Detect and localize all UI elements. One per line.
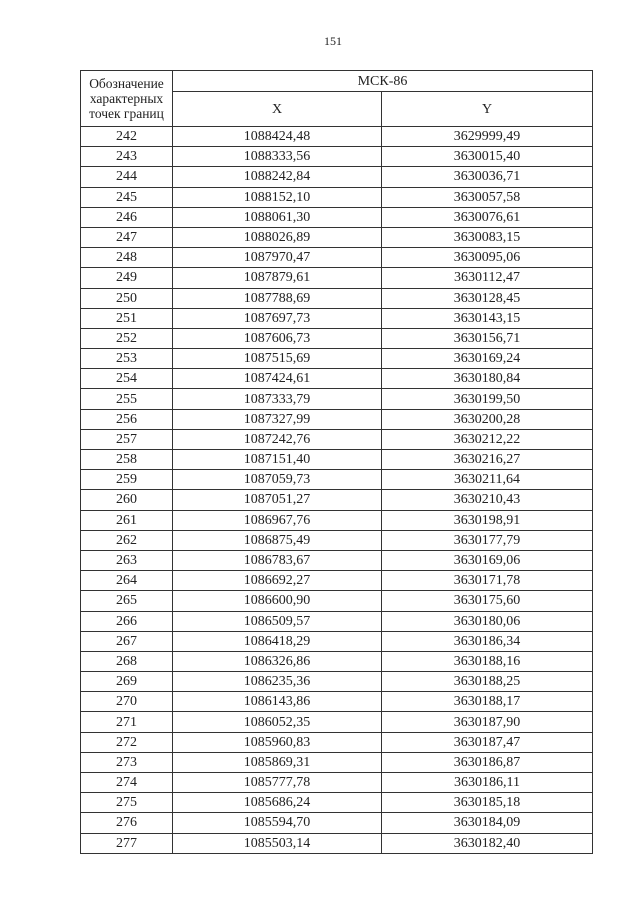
y-cell: 3630186,34 [382, 631, 593, 651]
table-row [81, 248, 593, 268]
table-row [81, 611, 593, 631]
y-cell: 3629999,49 [382, 127, 593, 147]
y-cell: 3630188,17 [382, 692, 593, 712]
y-cell: 3630212,22 [382, 429, 593, 449]
x-cell: 1085960,83 [173, 732, 382, 752]
table-row [81, 147, 593, 167]
point-id-cell: 250 [81, 288, 173, 308]
y-cell: 3630188,16 [382, 651, 593, 671]
table-row [81, 167, 593, 187]
y-cell: 3630188,25 [382, 672, 593, 692]
table-row [81, 127, 593, 147]
y-cell: 3630211,64 [382, 470, 593, 490]
x-cell: 1086418,29 [173, 631, 382, 651]
y-cell: 3630186,11 [382, 773, 593, 793]
table-row [81, 328, 593, 348]
x-cell: 1087424,61 [173, 369, 382, 389]
y-cell: 3630175,60 [382, 591, 593, 611]
table-row [81, 470, 593, 490]
y-cell: 3630015,40 [382, 147, 593, 167]
y-cell: 3630169,24 [382, 349, 593, 369]
y-cell: 3630143,15 [382, 308, 593, 328]
point-id-cell: 274 [81, 773, 173, 793]
point-id-cell: 265 [81, 591, 173, 611]
table-row [81, 752, 593, 772]
point-id-cell: 271 [81, 712, 173, 732]
point-id-cell: 268 [81, 651, 173, 671]
point-id-cell: 270 [81, 692, 173, 712]
table-row [81, 793, 593, 813]
y-cell: 3630184,09 [382, 813, 593, 833]
table-row [81, 429, 593, 449]
x-cell: 1087327,99 [173, 409, 382, 429]
y-cell: 3630171,78 [382, 571, 593, 591]
point-id-cell: 272 [81, 732, 173, 752]
table-row [81, 571, 593, 591]
table-row [81, 510, 593, 530]
x-cell: 1085686,24 [173, 793, 382, 813]
x-cell: 1088152,10 [173, 187, 382, 207]
point-id-cell: 273 [81, 752, 173, 772]
table-row [81, 672, 593, 692]
table-row [81, 409, 593, 429]
table-row [81, 268, 593, 288]
y-cell: 3630182,40 [382, 833, 593, 853]
point-id-cell: 245 [81, 187, 173, 207]
x-cell: 1087606,73 [173, 328, 382, 348]
y-cell: 3630185,18 [382, 793, 593, 813]
x-cell: 1088424,48 [173, 127, 382, 147]
x-cell: 1088242,84 [173, 167, 382, 187]
table-row [81, 712, 593, 732]
x-cell: 1086967,76 [173, 510, 382, 530]
y-cell: 3630128,45 [382, 288, 593, 308]
x-cell: 1085777,78 [173, 773, 382, 793]
x-cell: 1087788,69 [173, 288, 382, 308]
point-id-cell: 244 [81, 167, 173, 187]
y-cell: 3630076,61 [382, 207, 593, 227]
y-cell: 3630156,71 [382, 328, 593, 348]
x-cell: 1086600,90 [173, 591, 382, 611]
x-cell: 1087515,69 [173, 349, 382, 369]
point-id-cell: 251 [81, 308, 173, 328]
point-id-cell: 242 [81, 127, 173, 147]
x-cell: 1088333,56 [173, 147, 382, 167]
x-cell: 1085503,14 [173, 833, 382, 853]
point-id-cell: 254 [81, 369, 173, 389]
coordinates-table [80, 70, 593, 854]
x-cell: 1086509,57 [173, 611, 382, 631]
coordinate-system-header: МСК-86 [173, 71, 593, 92]
x-cell: 1086052,35 [173, 712, 382, 732]
y-cell: 3630199,50 [382, 389, 593, 409]
table-row [81, 490, 593, 510]
point-id-cell: 247 [81, 227, 173, 247]
y-cell: 3630169,06 [382, 550, 593, 570]
point-id-cell: 266 [81, 611, 173, 631]
point-id-cell: 253 [81, 349, 173, 369]
table-row [81, 369, 593, 389]
table-row [81, 207, 593, 227]
y-cell: 3630210,43 [382, 490, 593, 510]
y-cell: 3630198,91 [382, 510, 593, 530]
y-cell: 3630036,71 [382, 167, 593, 187]
point-id-cell: 248 [81, 248, 173, 268]
x-cell: 1086875,49 [173, 530, 382, 550]
x-cell: 1086143,86 [173, 692, 382, 712]
table-row [81, 732, 593, 752]
point-id-cell: 264 [81, 571, 173, 591]
point-id-cell: 277 [81, 833, 173, 853]
x-cell: 1087333,79 [173, 389, 382, 409]
y-cell: 3630187,90 [382, 712, 593, 732]
table-row [81, 288, 593, 308]
y-cell: 3630200,28 [382, 409, 593, 429]
point-id-cell: 255 [81, 389, 173, 409]
table-row [81, 389, 593, 409]
point-id-cell: 256 [81, 409, 173, 429]
table-row [81, 692, 593, 712]
page-number: 151 [324, 34, 342, 48]
x-cell: 1085869,31 [173, 752, 382, 772]
point-id-cell: 258 [81, 450, 173, 470]
point-id-cell: 252 [81, 328, 173, 348]
table-row [81, 833, 593, 853]
table-row [81, 450, 593, 470]
x-cell: 1086783,67 [173, 550, 382, 570]
x-cell: 1087970,47 [173, 248, 382, 268]
table-row [81, 349, 593, 369]
x-cell: 1085594,70 [173, 813, 382, 833]
x-cell: 1087051,27 [173, 490, 382, 510]
table-row [81, 227, 593, 247]
y-cell: 3630095,06 [382, 248, 593, 268]
point-id-cell: 243 [81, 147, 173, 167]
point-id-cell: 257 [81, 429, 173, 449]
y-cell: 3630057,58 [382, 187, 593, 207]
point-id-cell: 263 [81, 550, 173, 570]
y-cell: 3630177,79 [382, 530, 593, 550]
point-id-cell: 259 [81, 470, 173, 490]
table-row [81, 773, 593, 793]
x-cell: 1087151,40 [173, 450, 382, 470]
point-id-cell: 249 [81, 268, 173, 288]
point-label-header: Обозначение характерных точек границ [81, 71, 173, 127]
y-cell: 3630180,06 [382, 611, 593, 631]
point-id-cell: 269 [81, 672, 173, 692]
point-id-cell: 246 [81, 207, 173, 227]
x-cell: 1087059,73 [173, 470, 382, 490]
table-row [81, 631, 593, 651]
y-cell: 3630083,15 [382, 227, 593, 247]
x-cell: 1088026,89 [173, 227, 382, 247]
table-row [81, 308, 593, 328]
point-id-cell: 262 [81, 530, 173, 550]
x-cell: 1086326,86 [173, 651, 382, 671]
table-row [81, 550, 593, 570]
table-row [81, 530, 593, 550]
x-cell: 1087242,76 [173, 429, 382, 449]
table-row [81, 813, 593, 833]
x-cell: 1086692,27 [173, 571, 382, 591]
table-row [81, 187, 593, 207]
table-body [81, 127, 593, 854]
x-cell: 1087879,61 [173, 268, 382, 288]
y-cell: 3630216,27 [382, 450, 593, 470]
table-row [81, 591, 593, 611]
y-cell: 3630112,47 [382, 268, 593, 288]
x-cell: 1086235,36 [173, 672, 382, 692]
point-id-cell: 261 [81, 510, 173, 530]
y-cell: 3630187,47 [382, 732, 593, 752]
point-id-cell: 275 [81, 793, 173, 813]
x-cell: 1087697,73 [173, 308, 382, 328]
x-cell: 1088061,30 [173, 207, 382, 227]
y-cell: 3630186,87 [382, 752, 593, 772]
point-id-cell: 260 [81, 490, 173, 510]
table-row [81, 651, 593, 671]
point-id-cell: 276 [81, 813, 173, 833]
x-header: X [173, 92, 382, 127]
y-cell: 3630180,84 [382, 369, 593, 389]
y-header: Y [382, 92, 593, 127]
point-id-cell: 267 [81, 631, 173, 651]
